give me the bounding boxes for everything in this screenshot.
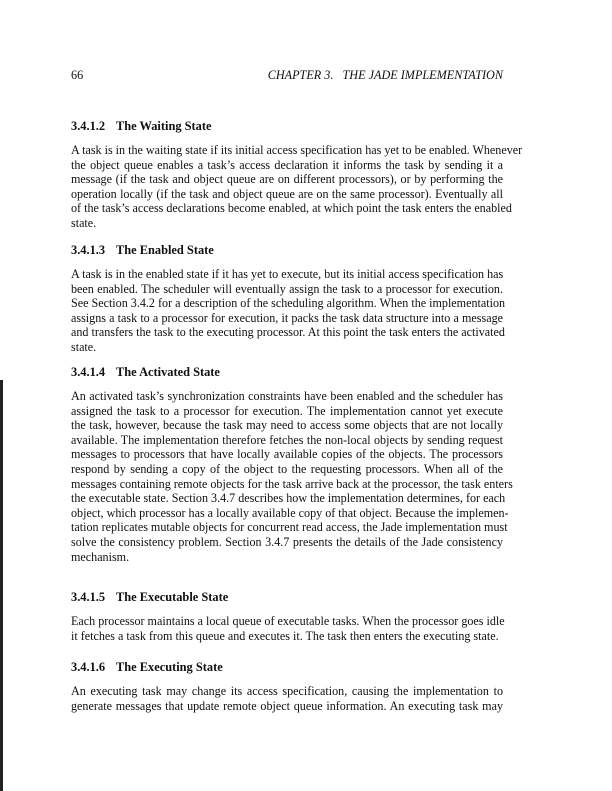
text-line: object, which processor has a locally available copy of that object. Because the implemen- xyxy=(71,505,509,520)
scan-edge xyxy=(0,380,3,791)
text-line: A task is in the waiting state if its initial access specification has yet to be enabled. Whenever xyxy=(71,143,523,157)
text-line: it fetches a task from this queue and executes it. The task then enters the executing state. xyxy=(71,628,499,643)
text-line: assigned the task to a processor for execution. The implementation cannot yet execute xyxy=(71,403,503,418)
section-number: 3.4.1.2 xyxy=(71,119,106,133)
text-line: the task, however, because the task may need to access some objects that are not locally xyxy=(71,418,503,433)
section-title: The Enabled State xyxy=(116,243,214,257)
paragraph xyxy=(71,614,503,643)
text-line: message (if the task and object queue are on different processors), or by performing the xyxy=(71,172,503,187)
text-line: tation replicates mutable objects for concurrent read access, the Jade implementation must xyxy=(71,520,508,535)
text-line: Each processor maintains a local queue of executable tasks. When the processor goes idle xyxy=(71,614,505,628)
text-line: A task is in the enabled state if it has yet to execute, but its initial access specification has xyxy=(71,267,504,281)
section-heading xyxy=(71,365,503,380)
section-3-4-1-5 xyxy=(71,590,503,643)
text-line: assigns a task to a processor for execution, it packs the task data structure into a message xyxy=(71,310,503,325)
text-line: operation locally (if the task and object queue are on the same processor). Eventually all xyxy=(71,186,503,201)
paragraph xyxy=(71,389,513,564)
section-number: 3.4.1.5 xyxy=(71,590,106,604)
text-line: An executing task may change its access specification, causing the implementation to xyxy=(71,684,503,698)
section-heading xyxy=(71,660,503,675)
text-line: the object queue enables a task’s access declaration it informs the task by sending it a xyxy=(71,157,503,172)
section-3-4-1-4 xyxy=(71,365,513,564)
text-line: An activated task’s synchronization constraints have been enabled and the scheduler has xyxy=(71,389,503,403)
section-title: The Waiting State xyxy=(116,119,212,133)
section-3-4-1-6 xyxy=(71,660,503,713)
page-number: 66 xyxy=(71,68,84,82)
paragraph xyxy=(71,143,523,231)
section-heading xyxy=(71,119,503,134)
text-line: state. xyxy=(71,215,97,230)
running-title: CHAPTER 3. THE JADE IMPLEMENTATION xyxy=(267,68,503,82)
text-line: generate messages that update remote object queue information. An executing task may xyxy=(71,698,503,713)
section-title: The Activated State xyxy=(116,365,220,379)
section-title: The Executing State xyxy=(116,660,223,674)
text-line: of the task’s access declarations become enabled, at which point the task enters the enabled xyxy=(71,201,512,216)
section-3-4-1-3 xyxy=(71,243,506,355)
text-line: mechanism. xyxy=(71,549,130,564)
section-number: 3.4.1.6 xyxy=(71,660,106,674)
text-line: the executable state. Section 3.4.7 describes how the implementation determines, for each xyxy=(71,491,506,506)
text-line: state. xyxy=(71,339,97,354)
text-line: been enabled. The scheduler will eventually assign the task to a processor for execution. xyxy=(71,281,503,296)
section-heading xyxy=(71,590,503,605)
text-line: respond by sending a copy of the object to the requesting processors. When all of the xyxy=(71,461,503,476)
text-line: messages containing remote objects for the task arrive back at the processor, the task enters xyxy=(71,476,513,491)
text-line: solve the consistency problem. Section 3.4.7 presents the details of the Jade consistency xyxy=(71,534,503,549)
section-number: 3.4.1.4 xyxy=(71,365,106,379)
text-line: See Section 3.4.2 for a description of the scheduling algorithm. When the implementation xyxy=(71,296,506,311)
section-heading xyxy=(71,243,503,258)
paragraph xyxy=(71,684,503,713)
text-line: and transfers the task to the executing processor. At this point the task enters the activated xyxy=(71,325,505,340)
text-line: available. The implementation therefore fetches the non-local objects by sending request xyxy=(71,432,503,447)
text-line: messages to processors that have locally available copies of the objects. The processors xyxy=(71,447,503,462)
section-number: 3.4.1.3 xyxy=(71,243,106,257)
paragraph xyxy=(71,267,506,355)
section-3-4-1-2 xyxy=(71,119,523,231)
section-title: The Executable State xyxy=(116,590,229,604)
